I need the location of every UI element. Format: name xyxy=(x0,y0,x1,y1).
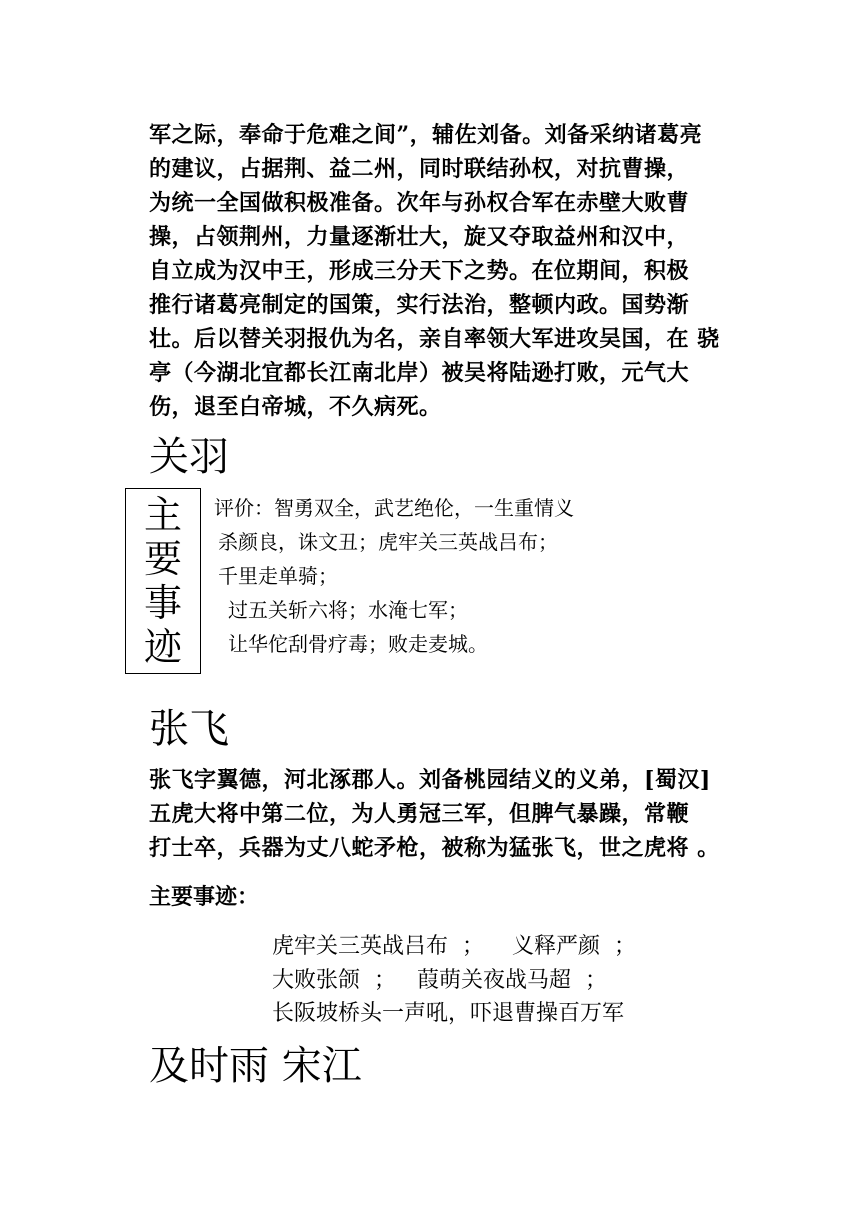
intro-paragraph xyxy=(149,118,724,424)
paragraph-line: 张飞字翼德，河北涿郡人。刘备桃园结义的义弟，[蜀汉] xyxy=(149,767,711,793)
box-char: 迹 xyxy=(143,625,182,669)
zhangfei-deeds-label: 主要事迹： xyxy=(149,884,260,910)
paragraph-line: 亭（今湖北宜都长江南北岸）被吴将陆逊打败，元气大 xyxy=(149,360,690,386)
zhangfei-heading: 张飞 xyxy=(149,706,229,752)
paragraph-line: 推行诸葛亮制定的国策，实行法治，整顿内政。国势渐 xyxy=(149,292,690,318)
zhangfei-deed: 虎牢关三英战吕布 ； 义释严颜 ； xyxy=(272,934,636,959)
paragraph-line: 五虎大将中第二位，为人勇冠三军，但脾气暴躁，常鞭 xyxy=(149,801,690,827)
paragraph-line: 操，占领荆州，力量逐渐壮大，旋又夺取益州和汉中， xyxy=(149,224,690,250)
paragraph-line: 伤，退至白帝城，不久病死。 xyxy=(149,394,442,420)
box-char: 要 xyxy=(143,537,182,581)
paragraph-line: 军之际，奉命于危难之间”，辅佐刘备。刘备采纳诸葛亮 xyxy=(149,122,703,148)
zhangfei-paragraph xyxy=(149,763,724,865)
songjiang-heading: 及时雨 宋江 xyxy=(149,1043,362,1089)
guanyu-event: 过五关斩六将；水淹七军； xyxy=(228,598,468,622)
paragraph-line: 壮。后以替关羽报仇为名，亲自率领大军进攻吴国，在 骁 xyxy=(149,326,720,352)
guanyu-heading: 关羽 xyxy=(149,434,229,480)
guanyu-evaluation: 评价：智勇双全，武艺绝伦，一生重情义 xyxy=(214,496,574,520)
zhangfei-deed: 大败张颌 ； 葭萌关夜战马超 ； xyxy=(272,968,607,993)
zhangfei-deed: 长阪坡桥头一声吼，吓退曹操百万军 xyxy=(272,1001,625,1026)
box-char: 主 xyxy=(143,493,182,537)
guanyu-event: 让华佗刮骨疗毒；败走麦城。 xyxy=(228,632,488,656)
guanyu-event: 杀颜良，诛文丑；虎牢关三英战吕布； xyxy=(218,530,558,554)
paragraph-line: 的建议，占据荆、益二州，同时联结孙权，对抗曹操， xyxy=(149,156,690,182)
box-char: 事 xyxy=(143,581,182,625)
main-deeds-box xyxy=(125,488,201,674)
paragraph-line: 自立成为汉中王，形成三分天下之势。在位期间，积极 xyxy=(149,258,690,284)
guanyu-event: 千里走单骑； xyxy=(218,564,338,588)
paragraph-line: 打士卒，兵器为丈八蛇矛枪，被称为猛张飞，世之虎将 。 xyxy=(149,835,720,861)
paragraph-line: 为统一全国做积极准备。次年与孙权合军在赤壁大败曹 xyxy=(149,190,690,216)
